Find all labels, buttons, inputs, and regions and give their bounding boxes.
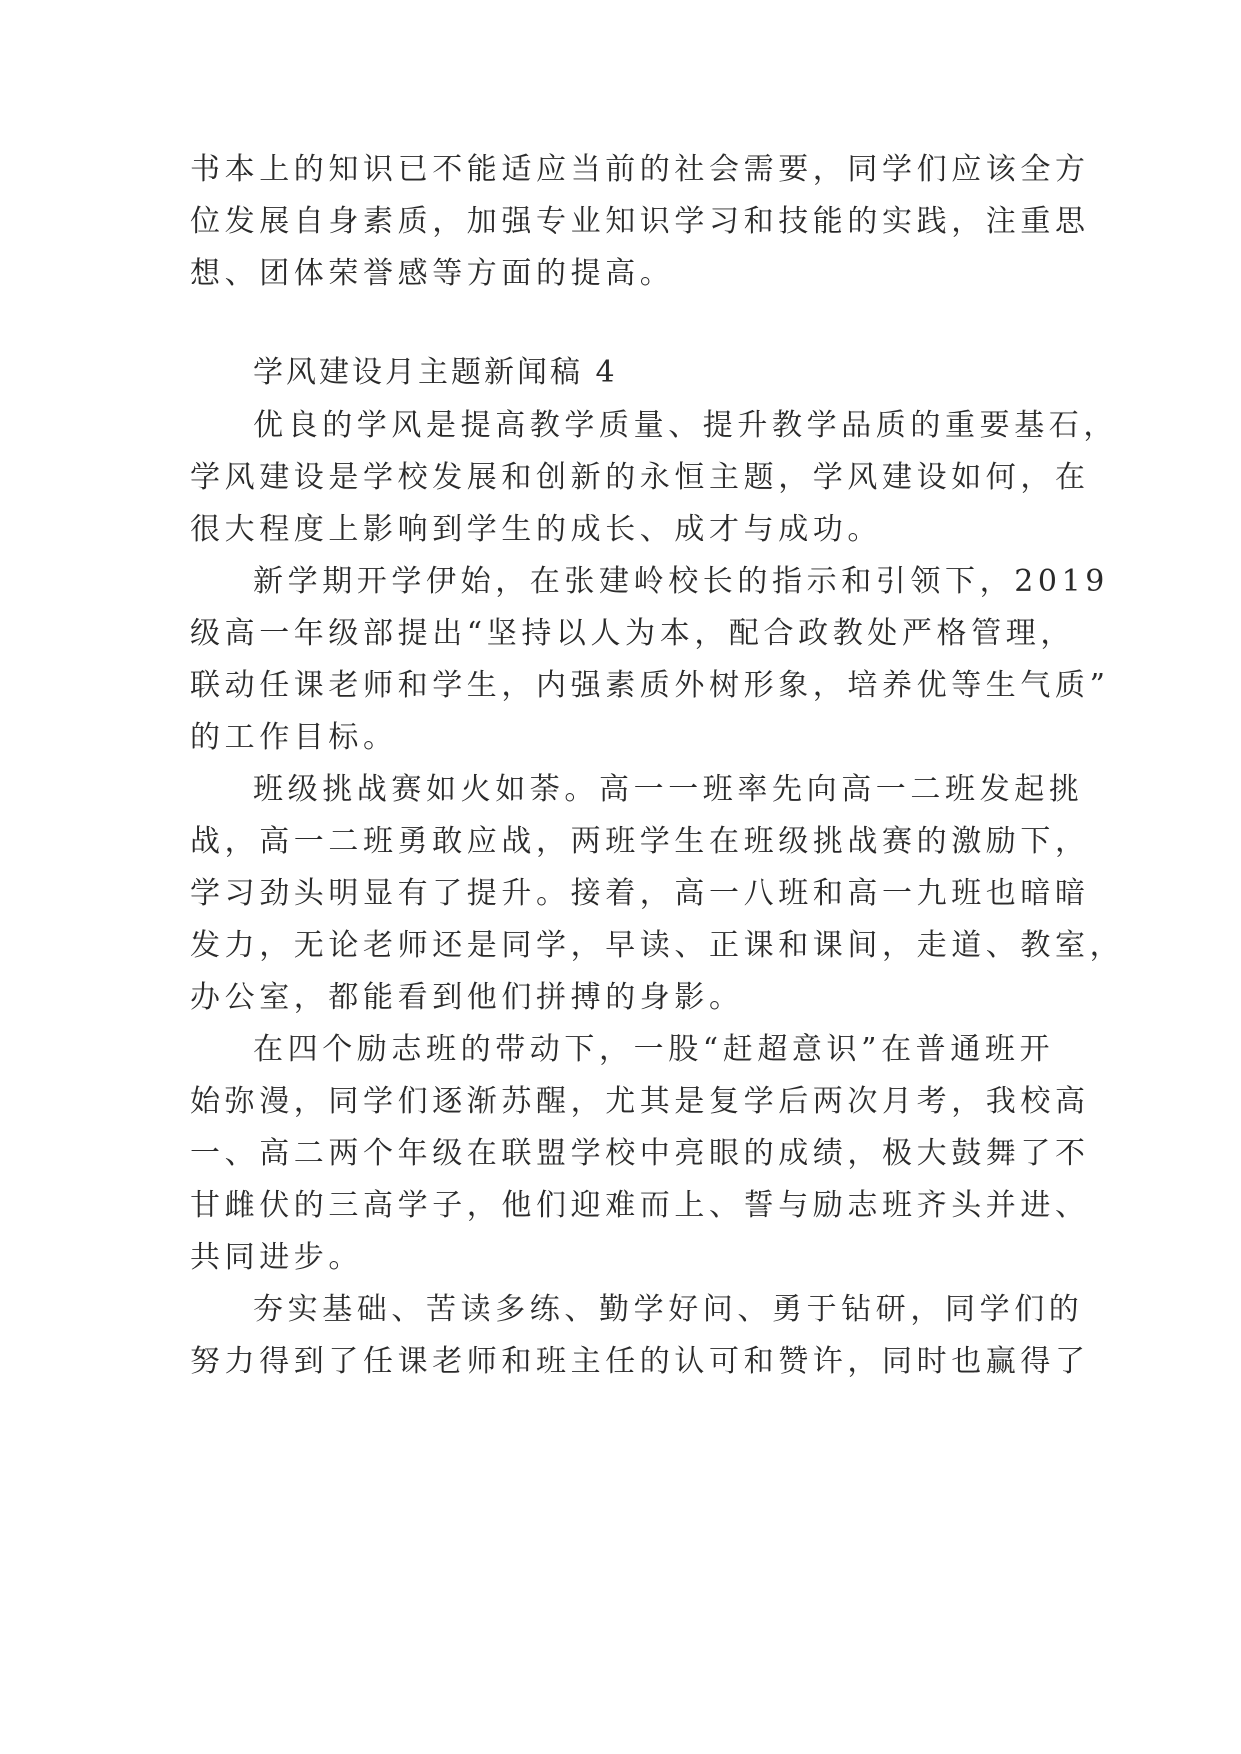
text-line: 书本上的知识已不能适应当前的社会需要，同学们应该全方 bbox=[190, 152, 1090, 187]
text-line: 在四个励志班的带动下，一股“赶超意识”在普通班开 bbox=[253, 1032, 1055, 1067]
text-line: 甘雌伏的三高学子，他们迎难而上、誓与励志班齐头并进、 bbox=[190, 1188, 1090, 1223]
text-line: 很大程度上影响到学生的成长、成才与成功。 bbox=[190, 512, 882, 547]
text-line: 战，高一二班勇敢应战，两班学生在班级挑战赛的激励下， bbox=[190, 824, 1090, 859]
text-line: 联动任课老师和学生，内强素质外树形象，培养优等生气质” bbox=[190, 668, 1110, 703]
text-line: 想、团体荣誉感等方面的提高。 bbox=[190, 256, 675, 291]
text-line: 新学期开学伊始，在张建岭校长的指示和引领下，2019 bbox=[253, 564, 1109, 599]
text-line: 的工作目标。 bbox=[190, 720, 398, 755]
text-line: 优良的学风是提高教学质量、提升教学品质的重要基石， bbox=[253, 408, 1118, 443]
text-line: 办公室，都能看到他们拼搏的身影。 bbox=[190, 980, 744, 1015]
text-line: 学风建设是学校发展和创新的永恒主题，学风建设如何，在 bbox=[190, 460, 1090, 495]
text-line: 努力得到了任课老师和班主任的认可和赞许，同时也赢得了 bbox=[190, 1344, 1090, 1379]
text-line: 位发展自身素质，加强专业知识学习和技能的实践，注重思 bbox=[190, 204, 1090, 239]
text-line: 级高一年级部提出“坚持以人为本，配合政教处严格管理， bbox=[190, 616, 1075, 651]
text-line: 共同进步。 bbox=[190, 1240, 363, 1275]
text-line: 夯实基础、苦读多练、勤学好问、勇于钻研，同学们的 bbox=[253, 1292, 1084, 1327]
text-line: 一、高二两个年级在联盟学校中亮眼的成绩，极大鼓舞了不 bbox=[190, 1136, 1090, 1171]
text-line: 班级挑战赛如火如荼。高一一班率先向高一二班发起挑 bbox=[253, 772, 1084, 807]
text-line: 始弥漫，同学们逐渐苏醒，尤其是复学后两次月考，我校高 bbox=[190, 1084, 1090, 1119]
text-line: 发力，无论老师还是同学，早读、正课和课间，走道、教室， bbox=[190, 928, 1125, 963]
text-line: 学习劲头明显有了提升。接着，高一八班和高一九班也暗暗 bbox=[190, 876, 1090, 911]
section-title: 学风建设月主题新闻稿 4 bbox=[253, 355, 618, 390]
